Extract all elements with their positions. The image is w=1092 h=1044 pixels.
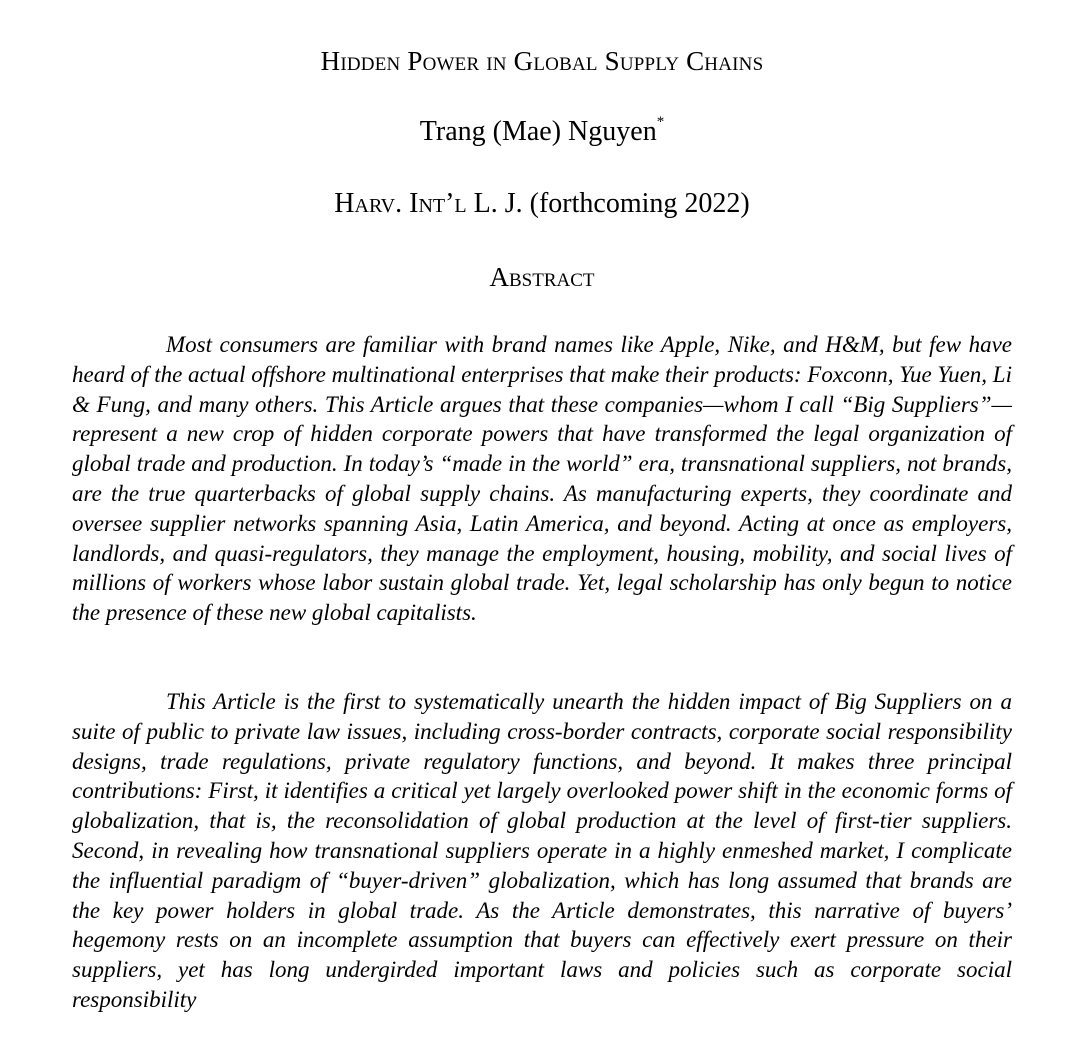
abstract-paragraph-2: This Article is the first to systematically unearth the hidden impact of Big Suppliers on a suite of public to private law issues, including cross-border contracts, corporate social responsibility designs, trade regulations, private regulatory functions, and beyond. It makes three principal contributions: First, it identifies a critical yet largely overlooked power shift in the economic forms of globalization, that is, the reconsolidation of global production at the level of first-tier suppliers. Second, in revealing how transnational suppliers operate in a highly enmeshed market, I complicate the influential paradigm of “buyer-driven” globalization, which has long assumed that brands are the key power holders in global trade. As the Article demonstrates, this narrative of buyers’ hegemony rests on an incomplete assumption that buyers can effectively exert pressure on their suppliers, yet has long undergirded important laws and policies such as corporate social responsibility: [72, 689, 1012, 1012]
journal-abbreviation: Harv. Int’l L. J.: [334, 188, 523, 219]
author-line: [0, 113, 1084, 148]
journal-citation: [0, 188, 1084, 220]
abstract-heading: Abstract: [489, 262, 595, 292]
author-name: Trang (Mae) Nguyen: [419, 116, 657, 147]
paper-title: Hidden Power in Global Supply Chains: [320, 46, 764, 76]
author-footnote-mark[interactable]: *: [656, 113, 665, 130]
abstract-paragraph-1: Most consumers are familiar with brand names like Apple, Nike, and H&M, but few have heard of the actual offshore multinational enterprises that make their products: Foxconn, Yue Yuen, Li & Fung, and many others. This Article argues that these companies—whom I call “Big Suppliers”—represent a new crop of hidden corporate powers that have transformed the legal organization of global trade and production. In today’s “made in the world” era, transnational suppliers, not brands, are the true quarterbacks of global supply chains. As manufacturing experts, they coordinate and oversee supplier networks spanning Asia, Latin America, and beyond. Acting at once as employers, landlords, and quasi-regulators, they manage the employment, housing, mobility, and social lives of millions of workers whose labor sustain global trade. Yet, legal scholarship has only begun to notice the presence of these new global capitalists.: [72, 332, 1012, 626]
journal-status: (forthcoming 2022): [529, 188, 750, 219]
